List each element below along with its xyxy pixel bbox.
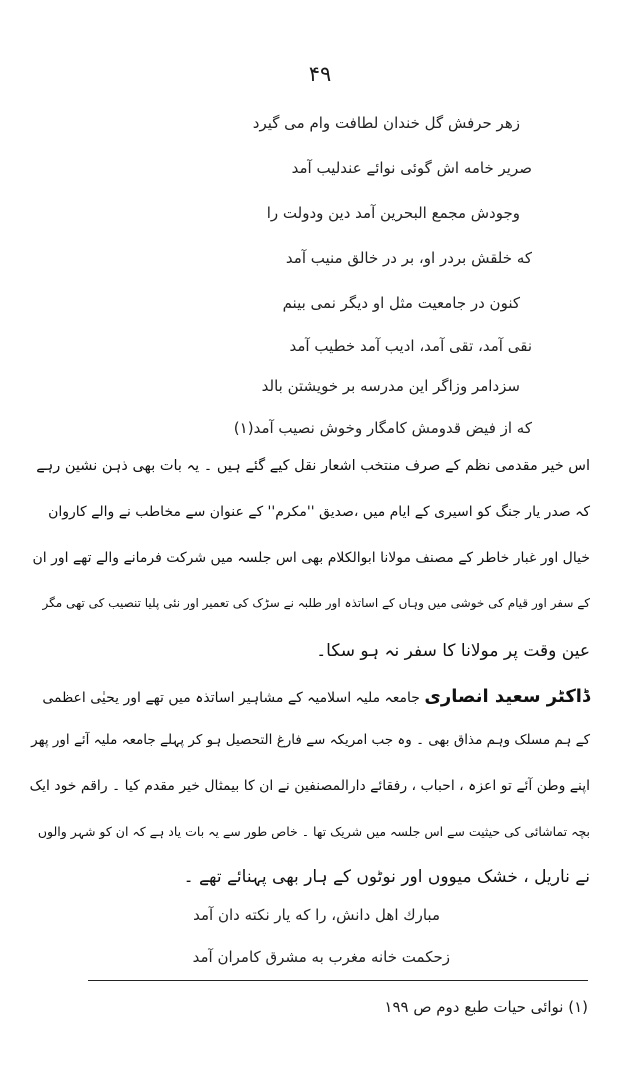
paragraph-first-line xyxy=(42,686,590,707)
paragraph-line: نے ناریل ، خشک میووں اور نوٹوں کے ہار بھی پہنائے تھے ۔ xyxy=(183,867,590,887)
paragraph-line: عین وقت پر مولانا کا سفر نہ ہو سکا۔ xyxy=(316,641,590,661)
verse-line: که خلقش بردر او، بر در خالق منیب آمد xyxy=(285,249,532,267)
verse-line: صریر خامه اش گوئی نوائے عندلیب آمد xyxy=(291,159,532,177)
paragraph-line: کہ صدر یار جنگ کو اسیری کے ایام میں ،صدیق ''مکرم'' کے عنوان سے مخاطب نے والے کاروان xyxy=(48,504,590,520)
paragraph-line: اپنے وطن آئے تو اعزہ ، احباب ، رفقائے دارالمصنفین نے ان کا بیمثال خیر مقدم کیا ۔ راقم خود ایک xyxy=(29,778,590,794)
paragraph-line: اس خیر مقدمی نظم کے صرف منتخب اشعار نقل کیے گئے ہیں ۔ یہ بات بھی ذہن نشین رہے xyxy=(36,458,590,474)
paragraph-line: بچہ تماشائی کی حیثیت سے اس جلسہ میں شریک تھا ۔ خاص طور سے یہ بات یاد ہے کہ ان کو شہر والوں xyxy=(37,824,590,839)
paragraph-line: کے سفر اور قیام کی خوشی میں وہاں کے اساتذہ اور طلبہ نے سڑک کی تعمیر اور نئی پلیا تنصیب کی تھی مگر xyxy=(42,596,590,610)
verse-line: نقی آمد، تقی آمد، ادیب آمد خطیب آمد xyxy=(289,337,532,355)
paragraph-line: کے ہم مسلک وہم مذاق بھی ۔ وہ جب امریکہ سے فارغ التحصیل ہو کر پہلے جامعہ ملیہ آئے اور پھر xyxy=(31,732,590,748)
verse-line: مبارك اهل دانش، را كه يار نكته دان آمد xyxy=(193,906,440,924)
person-name-heading: ڈاکٹر سعید انصاری xyxy=(424,686,590,707)
verse-line: کنون در جامعیت مثل او دیگر نمی بینم xyxy=(282,294,520,312)
verse-line: زحکمت خانه مغرب به مشرق کامران آمد xyxy=(192,948,450,966)
verse-line: که از فیض قدومش کامگار وخوش نصیب آمد(۱) xyxy=(233,419,532,437)
verse-line: سزدامر وزاگر این مدرسه بر خویشتن بالد xyxy=(261,377,520,395)
footnote-divider xyxy=(88,980,588,981)
paragraph-text: جامعہ ملیہ اسلامیہ کے مشاہیر اساتذہ میں تھے اور یحیٰی اعظمی xyxy=(42,690,425,706)
paragraph-line: خیال اور غبار خاطر کے مصنف مولانا ابوالکلام بھی اس جلسہ میں شرکت فرمانے والے تھے اور ان xyxy=(32,550,590,566)
verse-line: وجودش مجمع البحرین آمد دین ودولت را xyxy=(266,204,520,222)
page-number: ۴۹ xyxy=(308,62,332,86)
verse-line: زهر حرفش گل خندان لطافت وام می گیرد xyxy=(252,114,520,132)
footnote: (۱) نوائی حیات طبع دوم ص ۱۹۹ xyxy=(384,998,588,1016)
